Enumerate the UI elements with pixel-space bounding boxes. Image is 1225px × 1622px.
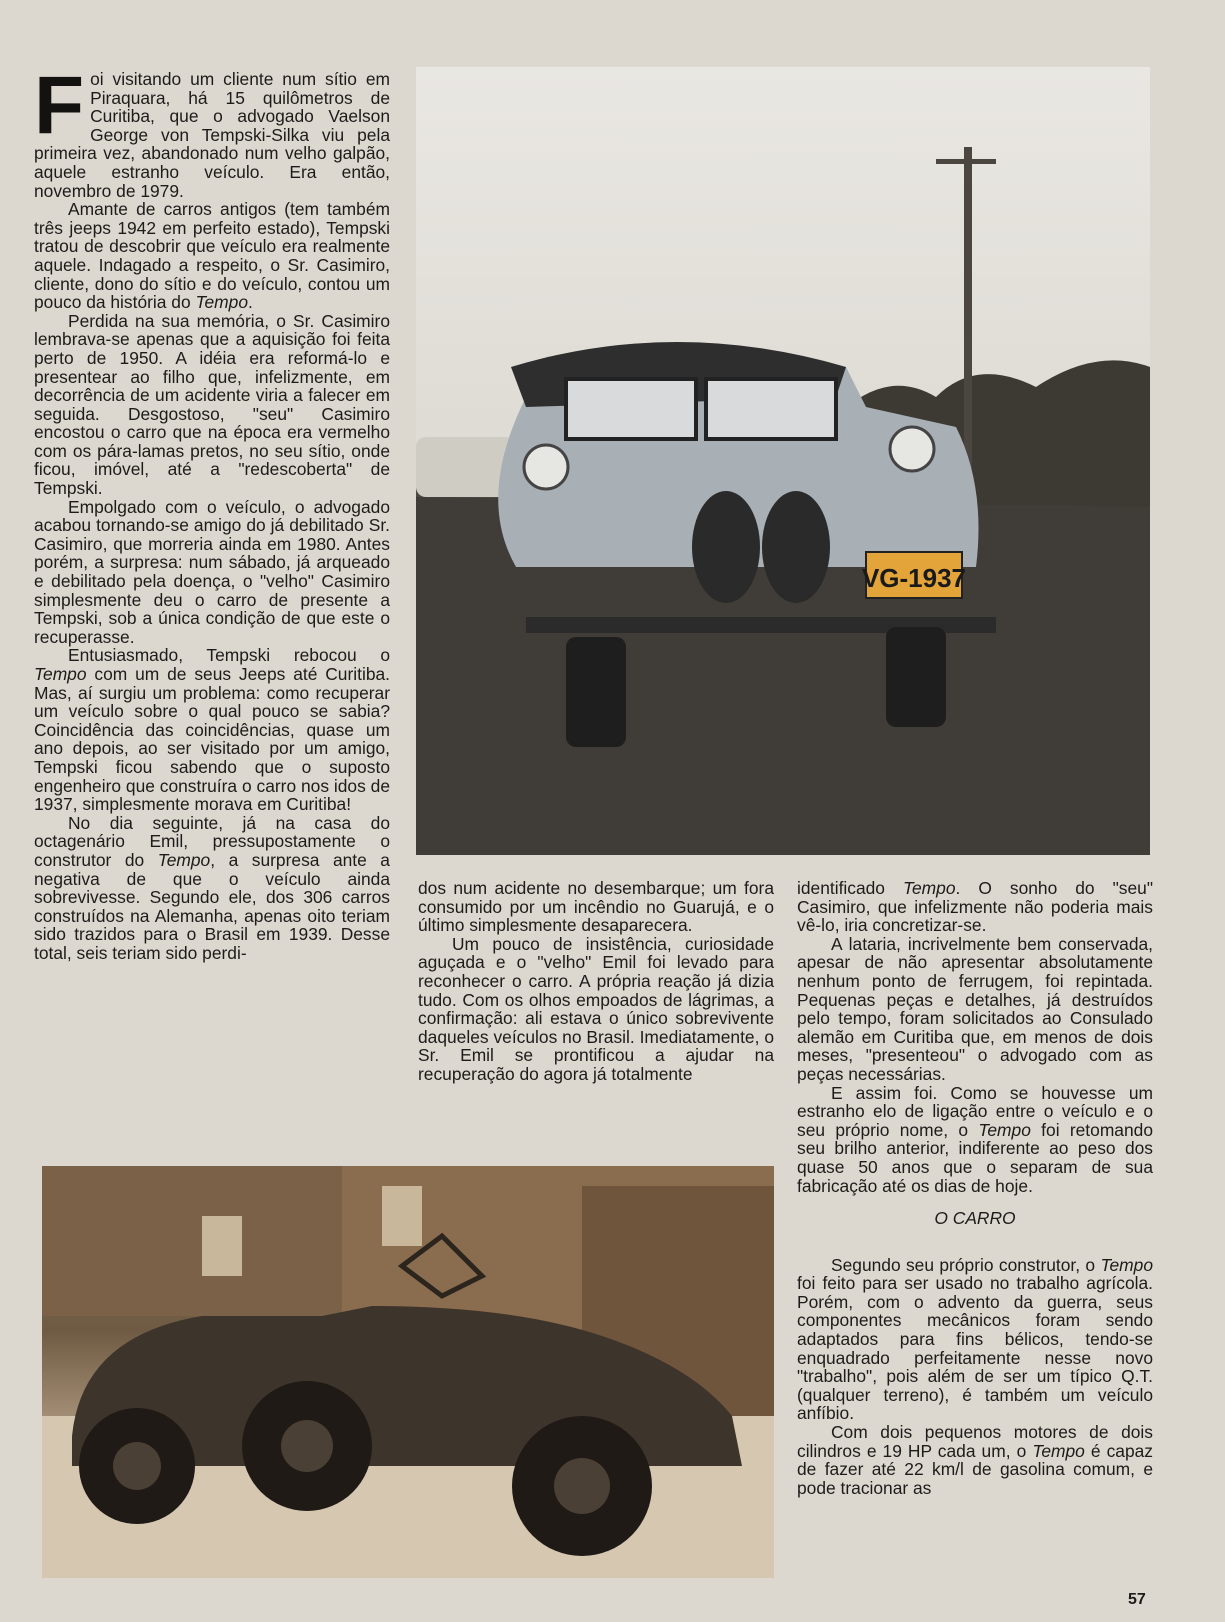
page-number: 57 <box>1128 1591 1146 1608</box>
paragraph: Um pouco de insistência, curiosidade aguçada e o "velho" Emil foi levado para reconhecer o carro. A própria reação já dizia tudo. Com os olhos empoados de lágrimas, a confirmação: ali estava o único sobrevivente daqueles veículos no Brasil. Imediatamente, o Sr. Emil se prontificou a ajudar na recuperação do agora já totalmente <box>418 933 774 1084</box>
paragraph: No dia seguinte, já na casa do octagenário Emil, pressupostamente o construtor do Tempo, a surpresa ante a negativa de que o veículo ainda sobrevivesse. Segundo ele, dos 306 carros construídos na Alemanha, apenas oito teriam sido trazidos para o Brasil em 1939. Desse total, seis teriam sido perdi- <box>34 812 390 963</box>
photo-modern-illustration <box>416 67 1150 855</box>
paragraph: Amante de carros antigos (tem também três jeeps 1942 em perfeito estado), Tempski tratou de descobrir que veículo era realmente aquele. Indagado a respeito, o Sr. Casimiro, cliente, dono do sítio e do veículo, contou um pouco da história do Tempo. <box>34 199 390 313</box>
photo-restored-tempo-car <box>416 67 1150 855</box>
paragraph: Empolgado com o veículo, o advogado acabou tornando-se amigo do já debilitado Sr. Casimiro, que morreria ainda em 1980. Antes porém, a surpresa: num sábado, já arqueado e debilitado pela doença, o "velho" Casimiro simplesmente deu o carro de presente a Tempski, sob a única condição de que este o recuperasse. <box>34 496 390 647</box>
article-column-1 <box>34 60 390 963</box>
photo-vintage-tempo-car <box>42 1166 774 1578</box>
article-column-2 <box>418 879 774 1084</box>
drop-cap: F <box>34 60 85 151</box>
paragraph: E assim foi. Como se houvesse um estranho elo de ligação entre o veículo e o seu próprio nome, o Tempo foi retomando seu brilho anterior, indiferente ao peso dos quase 50 anos que o separam de sua fabricação até os dias de hoje. <box>797 1082 1153 1196</box>
photo-vintage-illustration <box>42 1166 774 1578</box>
article-column-3 <box>797 879 1153 1497</box>
paragraph: identificado Tempo. O sonho do "seu" Casimiro, que infelizmente não poderia mais vê-lo, iria concretizar-se. <box>797 878 1153 936</box>
paragraph: dos num acidente no desembarque; um fora consumido por um incêndio no Guarujá, e o último simplesmente desaparecera. <box>418 878 774 936</box>
license-plate-text: VG-1937 <box>861 563 967 593</box>
paragraph: Segundo seu próprio construtor, o Tempo foi feito para ser usado no trabalho agrícola. Porém, com o advento da guerra, seus componentes mecânicos foram sendo adaptados para fins bélicos, tendo-se enquadrado perfeitamente nesse novo "trabalho", pois além de ser um típico Q.T. (qualquer terreno), é também um veículo anfíbio. <box>797 1254 1153 1424</box>
section-subhead: O CARRO <box>934 1208 1016 1229</box>
paragraph: A lataria, incrivelmente bem conservada, apesar de não apresentar absolutamente nenhum ponto de ferrugem, foi repintada. Pequenas peças e detalhes, já destruídos pelo tempo, foram solicitados ao Consulado alemão em Curitiba que, em menos de dois meses, "presenteou" o advogado com as peças necessárias. <box>797 933 1153 1084</box>
paragraph: Com dois pequenos motores de dois cilindros e 19 HP cada um, o Tempo é capaz de fazer até 22 km/l de gasolina comum, e pode tracionar as <box>797 1422 1154 1498</box>
paragraph: Perdida na sua memória, o Sr. Casimiro lembrava-se apenas que a aquisição foi feita perto de 1950. A idéia era reformá-lo e presentear ao filho que, infelizmente, em decorrência de um acidente viria a falecer em seguida. Desgostoso, "seu" Casimiro encostou o carro que na época era vermelho com os pára-lamas pretos, no seu sítio, onde ficou, imóvel, até a "redescoberta" de Tempski. <box>34 310 390 499</box>
paragraph: Entusiasmado, Tempski rebocou o Tempo com um de seus Jeeps até Curitiba. Mas, aí surgiu um problema: como recuperar um veículo sobre o qual pouco se sabia? Coincidência das coincidências, quase um ano depois, ao ser visitado por um amigo, Tempski ficou sabendo que o suposto engenheiro que construíra o carro nos idos de 1937, simplesmente morava em Curitiba! <box>34 645 390 815</box>
paragraph: Foi visitando um cliente num sítio em Piraquara, há 15 quilômetros de Curitiba, que o advogado Vaelson George von Tempski-Silka viu pela primeira vez, abandonado num velho galpão, aquele estranho veículo. Era então, novembro de 1979. <box>34 60 390 201</box>
